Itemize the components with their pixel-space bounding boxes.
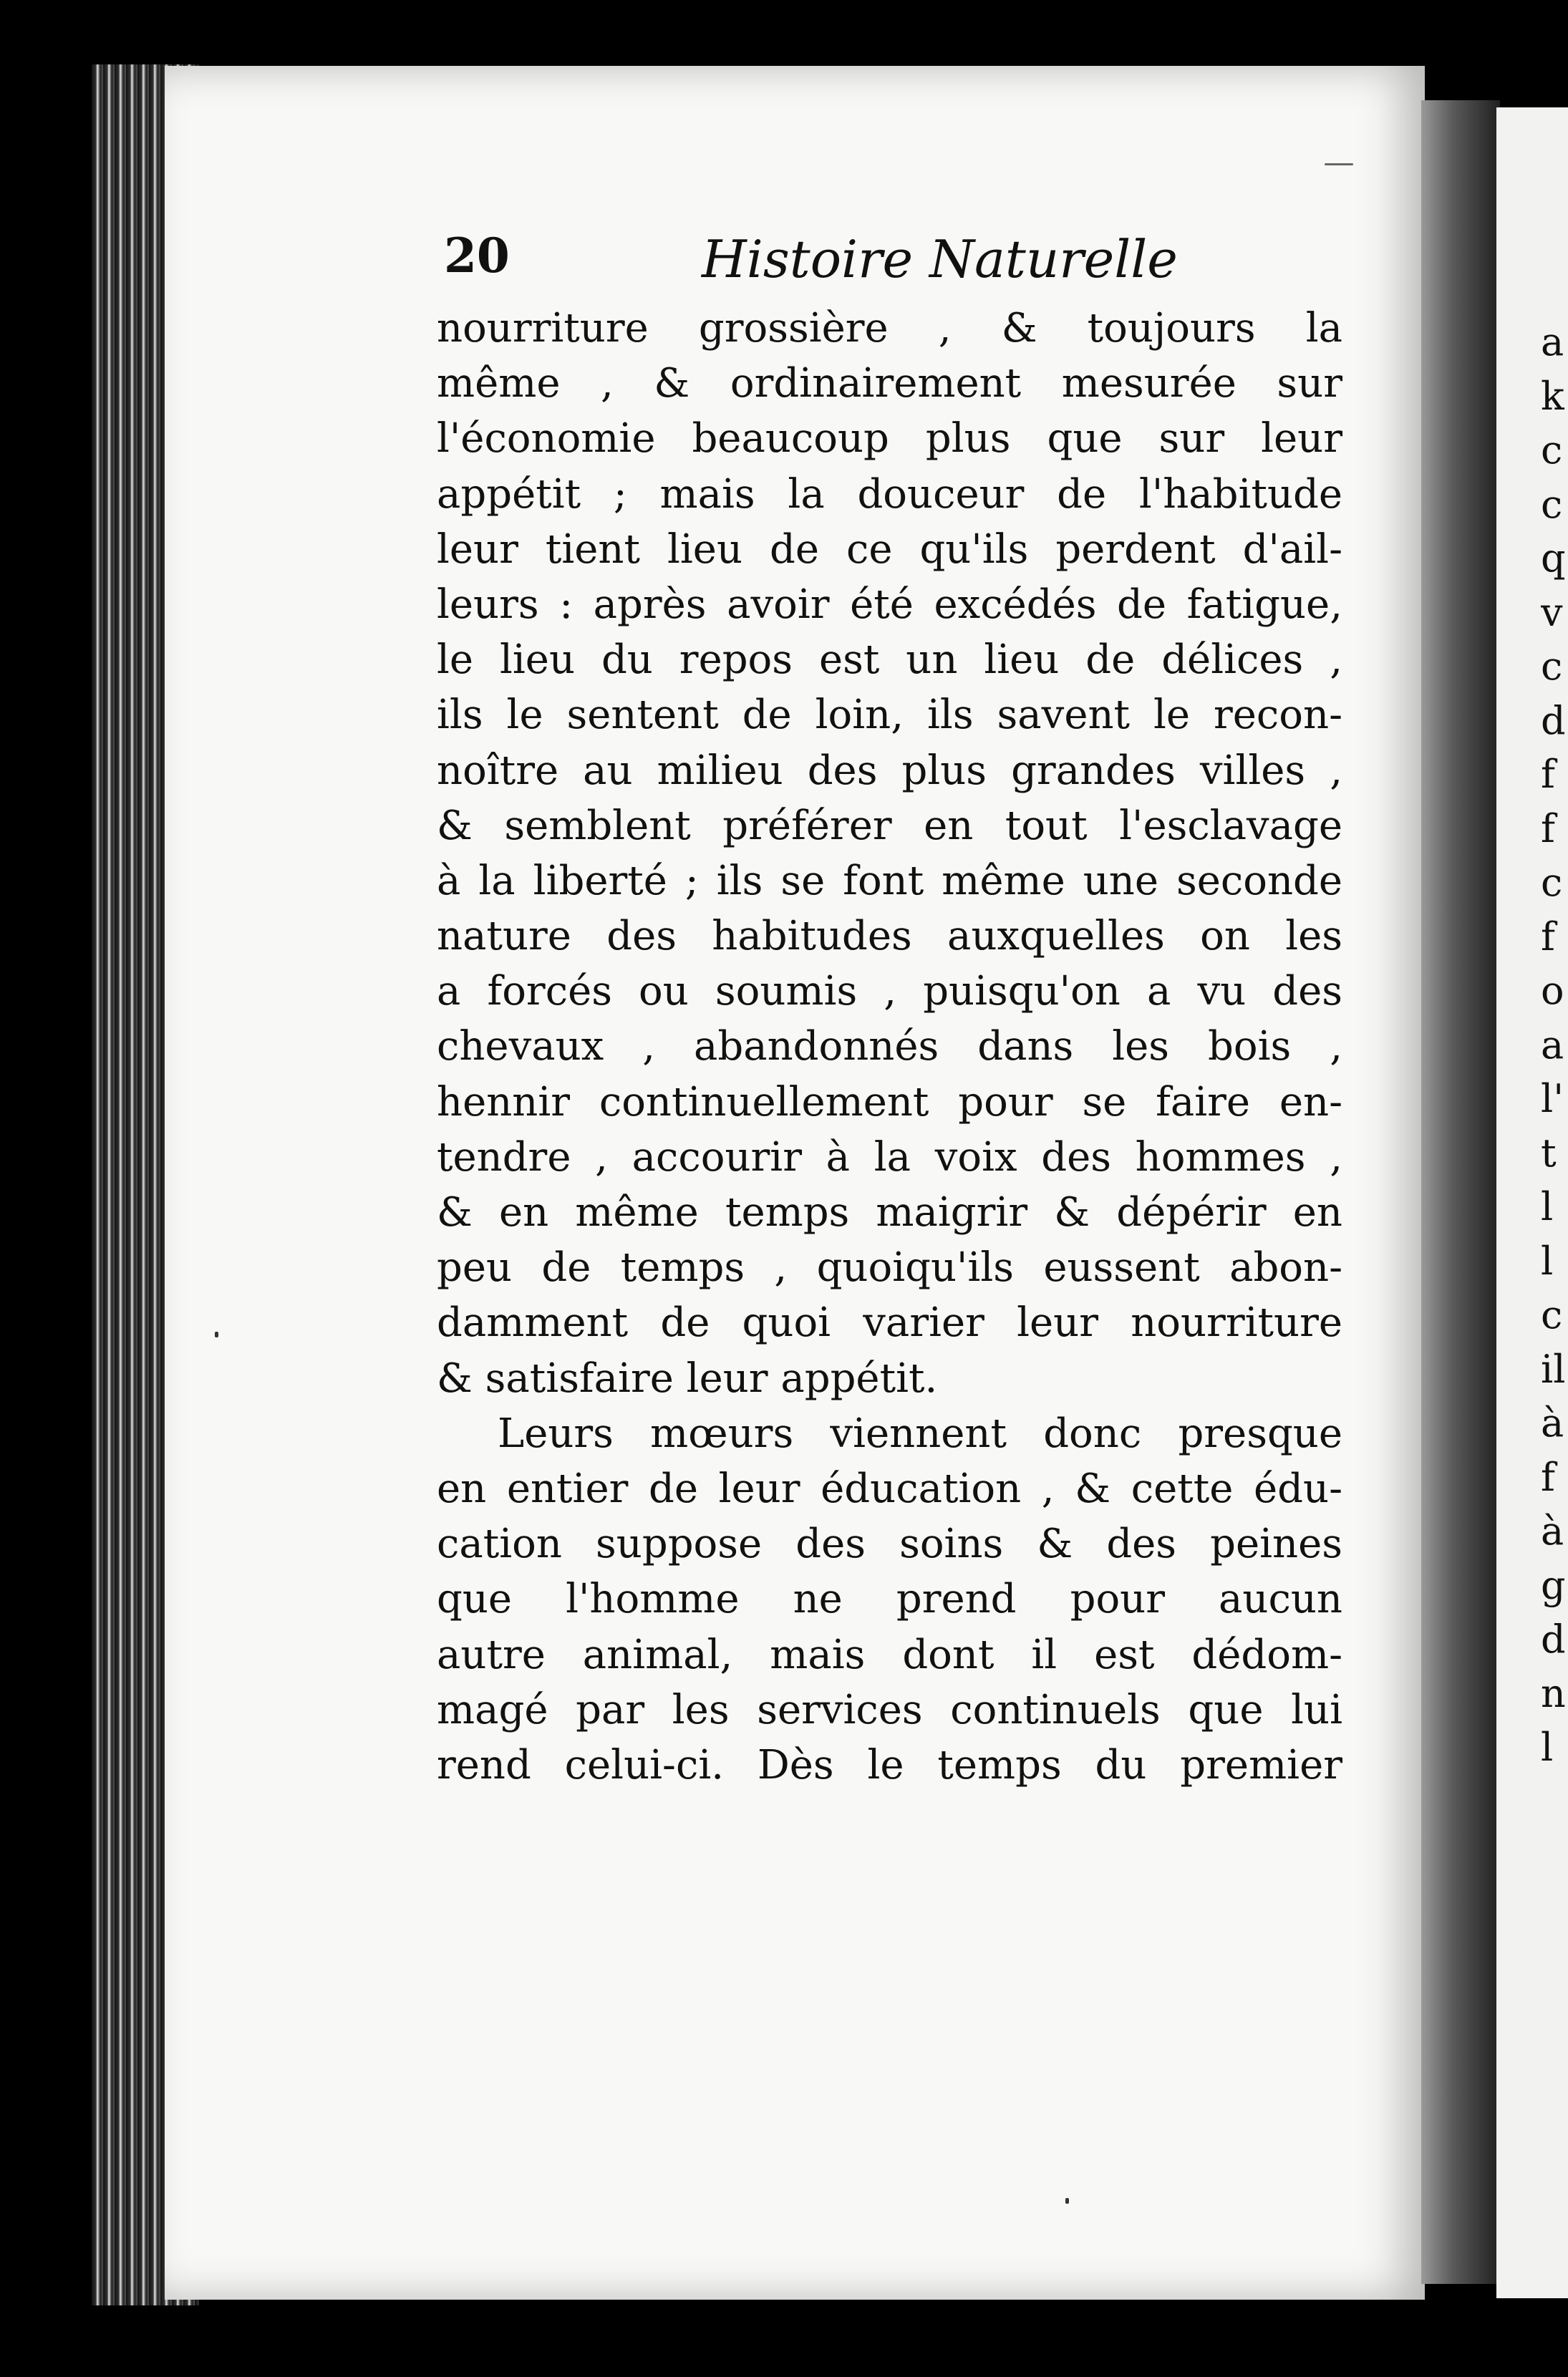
paragraph-start-line: Leurs mœurs viennent donc presque [498,1410,1342,1457]
text-line: & en même temps maigrir & dépérir en [437,1189,1342,1236]
facing-letter: c [1541,481,1563,527]
facing-letter: a [1541,1022,1564,1068]
text-line: que l'homme ne prend pour aucun [437,1576,1342,1623]
facing-letter: f [1541,914,1555,959]
text-line: magé par les services continuels que lui [437,1686,1342,1733]
text-line: même , & ordinairement mesurée sur [437,360,1342,407]
text-line: en entier de leur éducation , & cette édu- [437,1465,1342,1512]
facing-letter: g [1541,1562,1566,1608]
running-title: Histoire Naturelle [702,229,1178,289]
text-line: leur tient lieu de ce qu'ils perdent d'ail- [437,526,1342,573]
text-line: ils le sentent de loin, ils savent le recon- [437,692,1342,739]
facing-letter: c [1541,860,1563,905]
facing-letter: d [1541,1617,1566,1662]
facing-letter: v [1541,589,1563,635]
text-line: l'économie beaucoup plus que sur leur [437,415,1342,463]
text-line: à la liberté ; ils se font même une seconde [437,857,1342,904]
facing-letter: t [1541,1130,1557,1176]
text-line: a forcés ou soumis , puisqu'on a vu des [437,968,1342,1015]
text-line: peu de temps , quoiqu'ils eussent abon- [437,1244,1342,1292]
facing-letter: f [1541,752,1555,797]
facing-letter: l [1541,1184,1554,1229]
ink-speck [1325,163,1353,165]
page-number: 20 [444,228,510,284]
ink-speck [1065,2198,1069,2204]
facing-letter: d [1541,697,1566,743]
paragraph-end-line: & satisfaire leur appétit. [437,1355,938,1402]
text-line: tendre , accourir à la voix des hommes , [437,1133,1342,1181]
facing-letter: q [1541,536,1566,581]
text-line: autre animal, mais dont il est dédom- [437,1631,1342,1678]
facing-letter: à [1541,1400,1564,1446]
text-line: noître au milieu des plus grandes villes , [437,747,1342,794]
facing-letter: l [1541,1725,1554,1770]
facing-letter: c [1541,644,1563,689]
book-gutter [1421,100,1500,2284]
facing-letter: il [1541,1346,1566,1392]
facing-letter: k [1541,373,1564,419]
text-line: rend celui-ci. Dès le temps du premier [437,1741,1342,1788]
text-line: & semblent préférer en tout l'esclavage [437,802,1342,849]
facing-page-text-fragment [1541,315,1568,1775]
text-line: leurs : après avoir été excédés de fatigue, [437,581,1342,628]
text-line: nourriture grossière , & toujours la [437,305,1342,352]
text-line: hennir continuellement pour se faire en- [437,1078,1342,1125]
facing-letter: c [1541,1292,1563,1337]
text-line: appétit ; mais la douceur de l'habitude [437,470,1342,518]
facing-letter: a [1541,319,1564,364]
text-line: cation suppose des soins & des peines [437,1521,1342,1568]
text-line: nature des habitudes auxquelles on les [437,913,1342,960]
text-line: chevaux , abandonnés dans les bois , [437,1023,1342,1070]
text-line: damment de quoi varier leur nourriture [437,1299,1342,1347]
facing-letter: n [1541,1670,1566,1716]
facing-letter: f [1541,805,1555,851]
facing-letter: l [1541,1238,1554,1284]
text-line: le lieu du repos est un lieu de délices , [437,636,1342,684]
facing-letter: f [1541,1454,1555,1500]
page-header [444,228,1332,292]
ink-speck [215,1332,218,1337]
facing-letter: o [1541,968,1564,1013]
body-text [437,301,1342,1793]
facing-letter: c [1541,427,1563,473]
facing-letter: l' [1541,1076,1564,1121]
facing-letter: à [1541,1509,1564,1554]
